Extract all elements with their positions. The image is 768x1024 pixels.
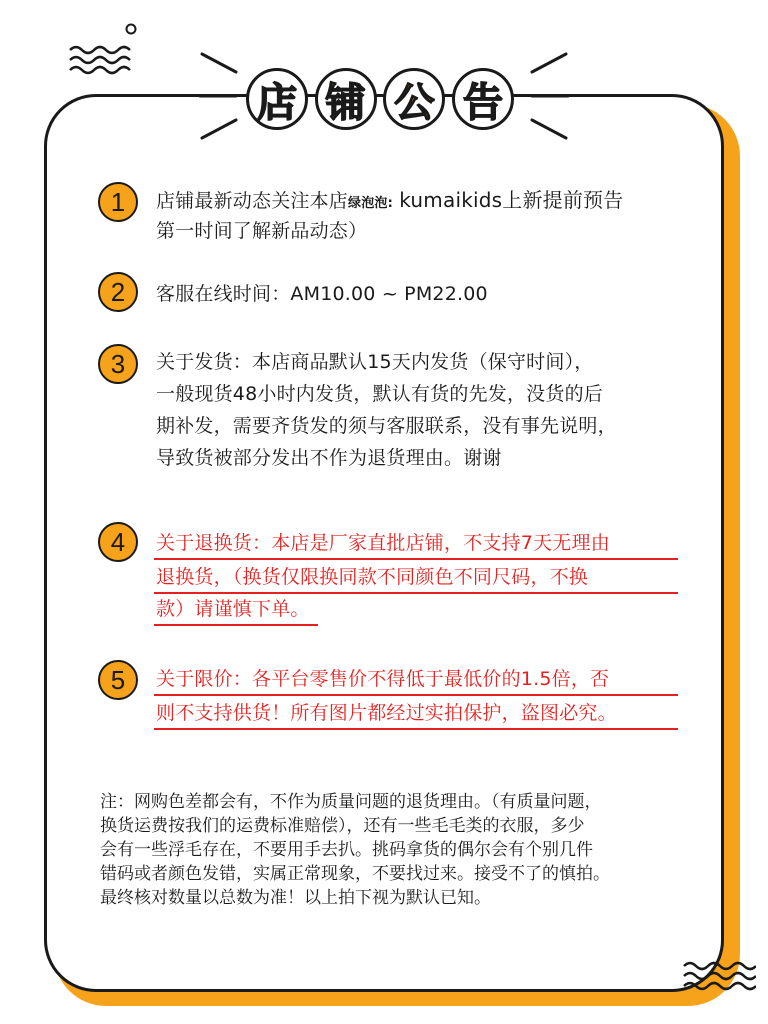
item-1-line: 第一时间了解新品动态） bbox=[156, 220, 368, 242]
small-circle-icon bbox=[124, 22, 138, 36]
red-underline bbox=[154, 558, 678, 560]
item-5-line: 则不支持供货！所有图片都经过实拍保护，盗图必究。 bbox=[156, 702, 617, 724]
title-char: 店 bbox=[246, 68, 308, 130]
item-number-badge: 5 bbox=[98, 660, 138, 700]
title-char: 铺 bbox=[315, 68, 377, 130]
item-3-line: 一般现货48小时内发货，默认有货的先发，没货的后 bbox=[156, 383, 603, 405]
red-underline bbox=[154, 592, 678, 594]
item-1-line bbox=[156, 187, 623, 217]
red-underline bbox=[154, 694, 678, 696]
title-char: 公 bbox=[383, 68, 445, 130]
item-5-line: 关于限价：各平台零售价不得低于最低价的1.5倍，否 bbox=[156, 668, 610, 690]
item-3-line: 关于发货：本店商品默认15天内发货（保守时间）， bbox=[156, 351, 594, 373]
note-line: 最终核对数量以总数为准！以上拍下视为默认已知。 bbox=[100, 888, 491, 908]
title-char: 告 bbox=[452, 68, 514, 130]
zigzag-top-left-icon bbox=[66, 40, 136, 80]
zigzag-bottom-right-icon bbox=[680, 956, 756, 996]
note-line: 会有一些浮毛存在，不要用手去扒。挑码拿货的偶尔会有个别几件 bbox=[100, 840, 593, 860]
item-4-line: 款）请谨慎下单。 bbox=[156, 598, 310, 620]
red-underline bbox=[154, 624, 318, 626]
red-underline bbox=[154, 728, 678, 730]
note-line: 错码或者颜色发错，实属正常现象，不要找过来。接受不了的慎拍。 bbox=[100, 864, 610, 884]
item-number-badge: 1 bbox=[98, 182, 138, 222]
item-4-line: 退换货，（换货仅限换同款不同颜色不同尺码，不换 bbox=[156, 566, 589, 588]
note-line: 换货运费按我们的运费标准赔偿），还有一些毛毛类的衣服，多少 bbox=[100, 816, 585, 836]
item-number-badge: 3 bbox=[98, 344, 138, 384]
item-3-line: 期补发，需要齐货发的须与客服联系，没有事先说明， bbox=[156, 415, 617, 437]
item-number-badge: 2 bbox=[98, 272, 138, 312]
handle-label: 绿泡泡: bbox=[348, 196, 394, 211]
page-title bbox=[246, 60, 514, 138]
note-line: 注：网购色差都会有，不作为质量问题的退货理由。（有质量问题， bbox=[100, 792, 602, 812]
item-4-line: 关于退换货：本店是厂家直批店铺，不支持7天无理由 bbox=[156, 532, 610, 554]
item-3-line: 导致货被部分发出不作为退货理由。谢谢 bbox=[156, 447, 502, 469]
item-2-line: 客服在线时间：AM10.00 ~ PM22.00 bbox=[156, 283, 488, 305]
handle-text: kumaikids上新提前预告 bbox=[399, 188, 624, 212]
item-1-text: 店铺最新动态关注本店 bbox=[156, 190, 349, 212]
item-number-badge: 4 bbox=[98, 522, 138, 562]
